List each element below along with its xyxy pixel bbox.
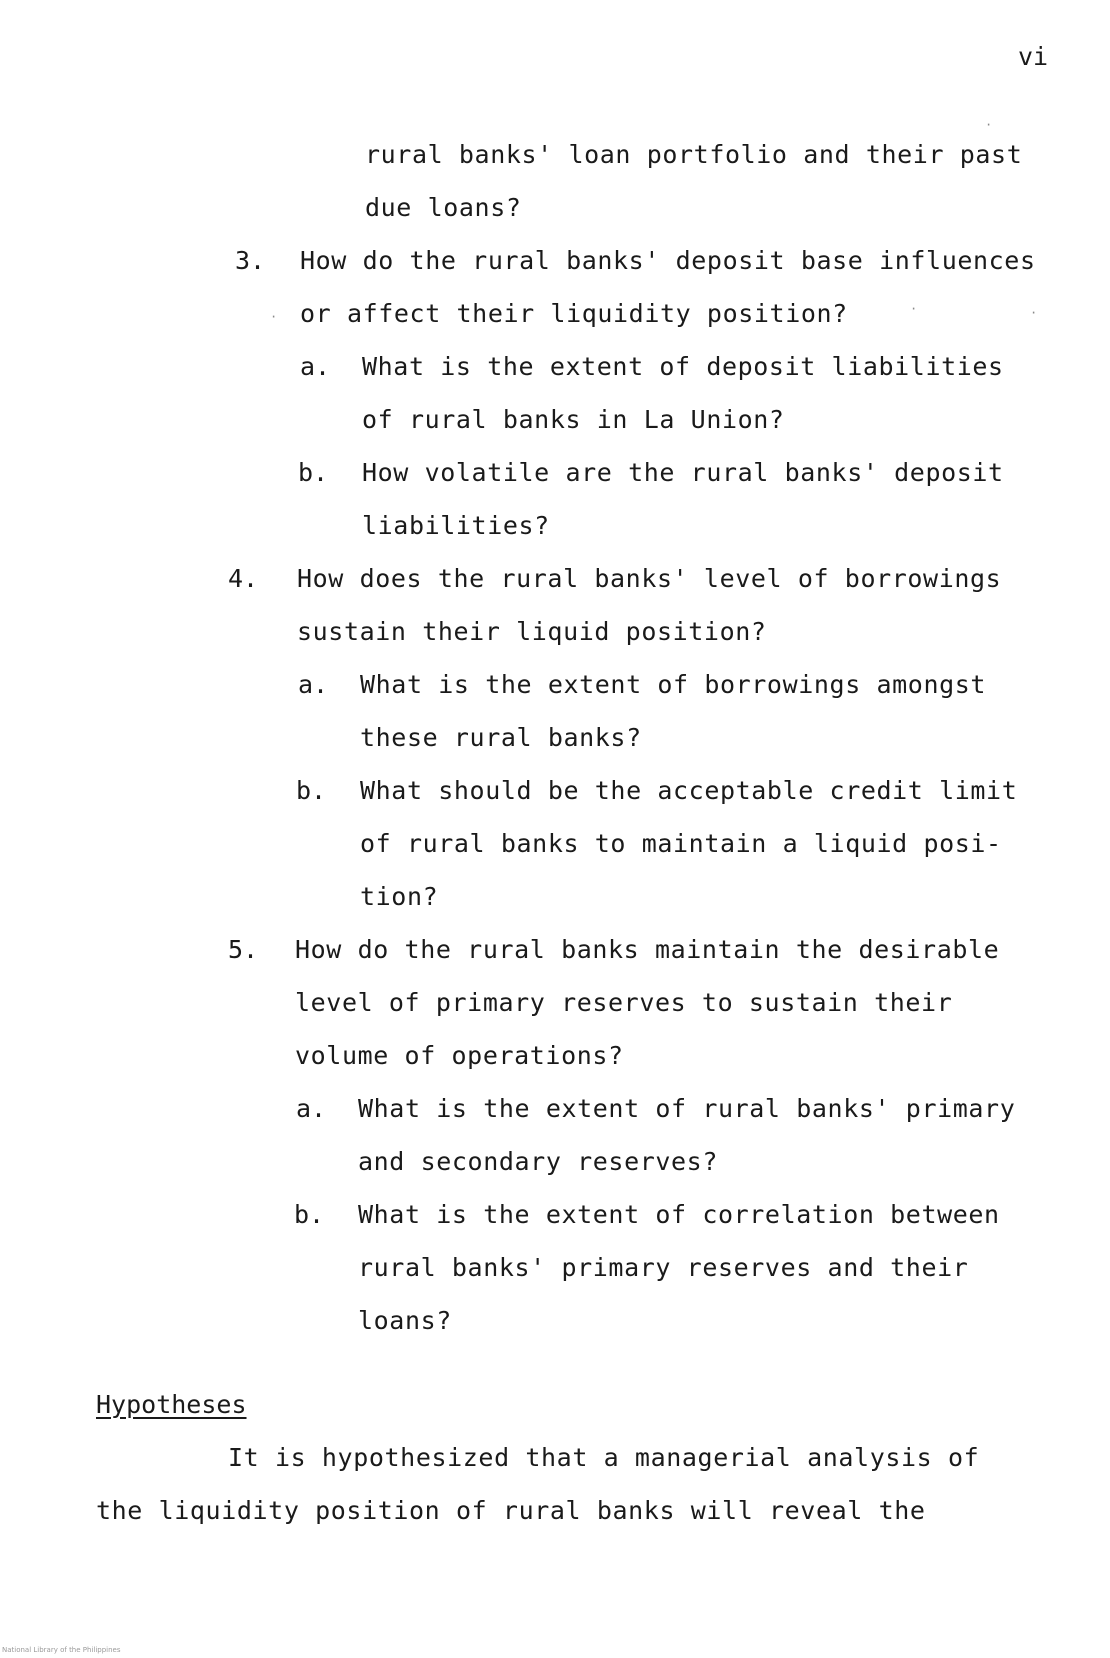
question-3-number: 3. bbox=[235, 246, 266, 275]
question-4a-line-2: these rural banks? bbox=[360, 723, 642, 752]
question-3a-line-1: What is the extent of deposit liabilities bbox=[362, 352, 1004, 381]
question-3b-line-1: How volatile are the rural banks' deposit bbox=[362, 458, 1004, 487]
question-5b-line-1: What is the extent of correlation between bbox=[358, 1200, 1000, 1229]
question-3b-letter: b. bbox=[298, 458, 329, 487]
question-4a-line-1: What is the extent of borrowings amongst bbox=[360, 670, 987, 699]
question-4b-line-1: What should be the acceptable credit limit bbox=[360, 776, 1018, 805]
question-5a-line-2: and secondary reserves? bbox=[358, 1147, 718, 1176]
question-4-number: 4. bbox=[228, 564, 259, 593]
question-3b-line-2: liabilities? bbox=[362, 511, 550, 540]
page-number: vi bbox=[1018, 42, 1049, 71]
question-5-line-1: How do the rural banks maintain the desirable bbox=[295, 935, 1000, 964]
question-5a-letter: a. bbox=[296, 1094, 327, 1123]
scan-footer-text: National Library of the Philippines bbox=[2, 1646, 121, 1654]
question-4-line-1: How does the rural banks' level of borrowings bbox=[297, 564, 1002, 593]
question-5-line-2: level of primary reserves to sustain their bbox=[295, 988, 953, 1017]
question-4b-line-2: of rural banks to maintain a liquid posi- bbox=[360, 829, 1002, 858]
scan-speck: · bbox=[270, 310, 278, 324]
question-2-line-3: due loans? bbox=[365, 193, 522, 222]
question-5b-letter: b. bbox=[294, 1200, 325, 1229]
hypotheses-paragraph-line-1: It is hypothesized that a managerial analysis of bbox=[228, 1443, 980, 1472]
question-5b-line-3: loans? bbox=[358, 1306, 452, 1335]
question-4b-line-3: tion? bbox=[360, 882, 439, 911]
question-5-number: 5. bbox=[228, 935, 259, 964]
scan-speck: · bbox=[985, 118, 993, 132]
question-5a-line-1: What is the extent of rural banks' primary bbox=[358, 1094, 1016, 1123]
question-3-line-1: How do the rural banks' deposit base influences bbox=[300, 246, 1036, 275]
question-5b-line-2: rural banks' primary reserves and their bbox=[358, 1253, 969, 1282]
hypotheses-paragraph-line-2: the liquidity position of rural banks will reveal the bbox=[96, 1496, 926, 1525]
question-3a-line-2: of rural banks in La Union? bbox=[362, 405, 785, 434]
question-3a-letter: a. bbox=[300, 352, 331, 381]
question-4-line-2: sustain their liquid position? bbox=[297, 617, 767, 646]
question-2-line-2: rural banks' loan portfolio and their past bbox=[365, 140, 1023, 169]
scan-speck: · bbox=[910, 302, 918, 316]
question-4a-letter: a. bbox=[298, 670, 329, 699]
question-5-line-3: volume of operations? bbox=[295, 1041, 624, 1070]
scan-speck: · bbox=[1030, 306, 1038, 320]
section-heading-hypotheses: Hypotheses bbox=[96, 1390, 247, 1419]
question-4b-letter: b. bbox=[296, 776, 327, 805]
question-3-line-2: or affect their liquidity position? bbox=[300, 299, 848, 328]
